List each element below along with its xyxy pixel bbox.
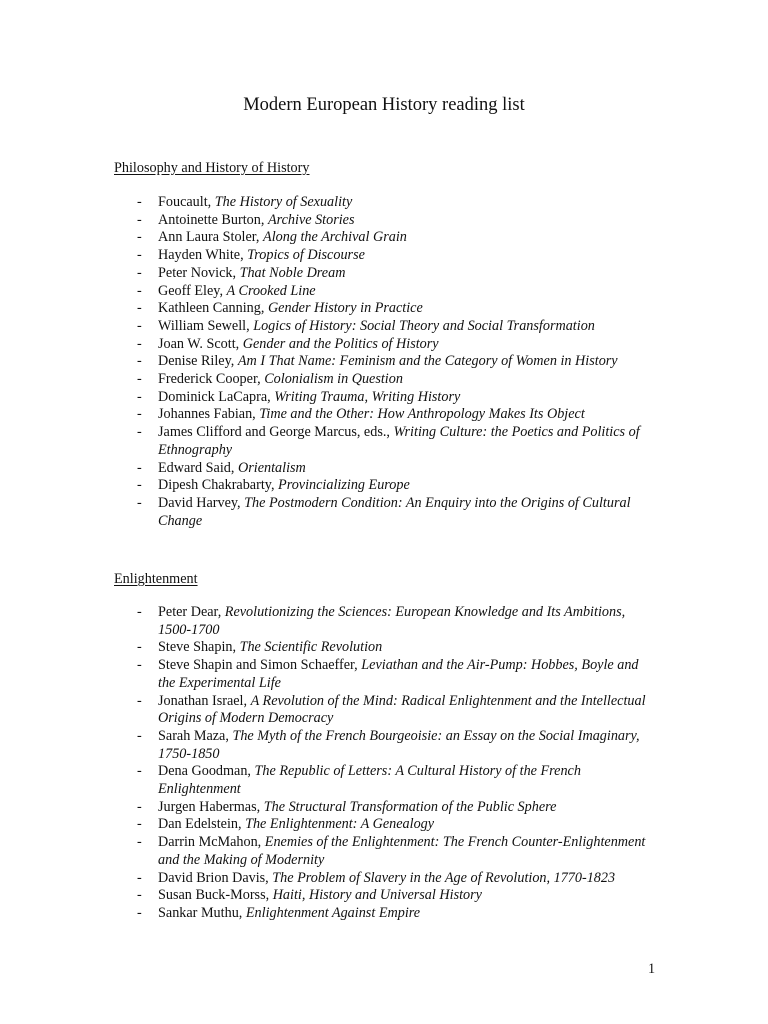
- list-bullet-dash: -: [137, 763, 142, 780]
- list-bullet-dash: -: [137, 211, 142, 228]
- document-title: Modern European History reading list: [243, 95, 525, 115]
- reading-list-philosophy: [0, 194, 648, 530]
- list-bullet-dash: -: [137, 816, 142, 833]
- item-author: Dipesh Chakrabarty,: [158, 477, 279, 494]
- item-author: Peter Dear,: [158, 604, 225, 620]
- list-item: [0, 406, 648, 424]
- list-bullet-dash: -: [137, 247, 142, 264]
- list-bullet-dash: -: [137, 657, 142, 674]
- list-item: [0, 336, 648, 354]
- list-item: [0, 799, 648, 817]
- list-item: [0, 834, 648, 869]
- list-bullet-dash: -: [137, 869, 142, 886]
- list-bullet-dash: -: [137, 639, 142, 656]
- item-author: Jurgen Habermas,: [158, 798, 264, 815]
- list-item: [0, 870, 648, 888]
- item-title: Orientalism: [238, 459, 306, 476]
- list-item: [0, 604, 648, 639]
- list-bullet-dash: -: [137, 424, 142, 441]
- list-item: [0, 283, 648, 301]
- item-title: Time and the Other: How Anthropology Makes Its Object: [259, 406, 585, 423]
- list-item: [0, 424, 648, 459]
- item-author: Antoinette Burton,: [158, 211, 268, 228]
- item-title: The Problem of Slavery in the Age of Revolution, 1770-1823: [272, 869, 616, 886]
- item-title: The Myth of the French Bourgeoisie: an Essay on the Social Imaginary, 1750-1850: [158, 727, 640, 762]
- list-bullet-dash: -: [137, 264, 142, 281]
- item-author: Johannes Fabian,: [158, 406, 260, 423]
- list-item: [0, 194, 648, 212]
- page-number: 1: [648, 961, 656, 977]
- item-author: Sarah Maza,: [158, 727, 233, 744]
- list-item: [0, 693, 648, 728]
- reading-list-enlightenment: [0, 604, 648, 923]
- item-author: Steve Shapin and Simon Schaeffer,: [158, 657, 362, 674]
- item-author: Darrin McMahon,: [158, 834, 265, 851]
- item-title: The History of Sexuality: [214, 194, 353, 210]
- list-bullet-dash: -: [137, 371, 142, 388]
- list-item: [0, 477, 648, 495]
- list-bullet-dash: -: [137, 282, 142, 299]
- list-item: [0, 887, 648, 905]
- list-bullet-dash: -: [137, 300, 142, 317]
- item-title: Tropics of Discourse: [247, 247, 365, 264]
- list-bullet-dash: -: [137, 194, 142, 210]
- item-title: The Republic of Letters: A Cultural History of the French Enlightenment: [158, 763, 581, 798]
- list-bullet-dash: -: [137, 834, 142, 851]
- item-title: Along the Archival Grain: [263, 229, 407, 246]
- list-bullet-dash: -: [137, 604, 142, 620]
- list-item: [0, 389, 648, 407]
- item-author: William Sewell,: [158, 317, 254, 334]
- item-author: Ann Laura Stoler,: [158, 229, 264, 246]
- item-title: Gender History in Practice: [267, 300, 423, 317]
- item-author: Dena Goodman,: [158, 763, 255, 780]
- list-item: [0, 460, 648, 478]
- list-item: [0, 247, 648, 265]
- item-author: Dominick LaCapra,: [158, 388, 275, 405]
- item-author: Kathleen Canning,: [158, 300, 268, 317]
- list-bullet-dash: -: [137, 317, 142, 334]
- item-title: Enemies of the Enlightenment: The French Counter-Enlightenment and the Making of Modernity: [158, 834, 646, 868]
- list-item: [0, 495, 648, 530]
- item-title: The Enlightenment: A Genealogy: [245, 816, 435, 833]
- list-item: [0, 229, 648, 247]
- item-title: Leviathan and the Air-Pump: Hobbes, Boyle and the Experimental Life: [158, 657, 639, 691]
- item-title: That Noble Dream: [239, 264, 346, 281]
- item-title: Provincializing Europe: [278, 477, 410, 494]
- list-item: [0, 763, 648, 798]
- item-author: Joan W. Scott,: [158, 335, 243, 352]
- item-title: Writing Trauma, Writing History: [274, 388, 461, 405]
- item-title: Logics of History: Social Theory and Social Transformation: [253, 317, 595, 334]
- item-author: David Harvey,: [158, 494, 245, 511]
- item-author: Foucault,: [158, 194, 215, 210]
- list-item: [0, 905, 648, 923]
- item-title: The Structural Transformation of the Public Sphere: [263, 798, 557, 815]
- item-title: A Revolution of the Mind: Radical Enlightenment and the Intellectual Origins of Modern Democracy: [158, 692, 646, 727]
- item-title: A Crooked Line: [226, 282, 316, 299]
- item-title: Haiti, History and Universal History: [272, 887, 482, 904]
- item-title: Enlightenment Against Empire: [245, 904, 421, 921]
- section-heading-enlightenment: Enlightenment: [114, 571, 198, 587]
- list-bullet-dash: -: [137, 887, 142, 904]
- item-title: The Scientific Revolution: [239, 639, 383, 656]
- list-bullet-dash: -: [137, 727, 142, 744]
- item-author: Jonathan Israel,: [158, 692, 251, 709]
- item-author: Denise Riley,: [158, 353, 238, 370]
- list-bullet-dash: -: [137, 459, 142, 476]
- list-item: [0, 728, 648, 763]
- list-bullet-dash: -: [137, 353, 142, 370]
- list-bullet-dash: -: [137, 798, 142, 815]
- list-bullet-dash: -: [137, 692, 142, 709]
- list-item: [0, 265, 648, 283]
- item-author: Susan Buck-Morss,: [158, 887, 273, 904]
- list-bullet-dash: -: [137, 406, 142, 423]
- list-item: [0, 353, 648, 371]
- item-title: Colonialism in Question: [264, 371, 403, 388]
- item-title: Archive Stories: [267, 211, 355, 228]
- item-author: Hayden White,: [158, 247, 248, 264]
- list-bullet-dash: -: [137, 494, 142, 511]
- item-title: Gender and the Politics of History: [242, 335, 439, 352]
- item-author: Peter Novick,: [158, 264, 240, 281]
- list-bullet-dash: -: [137, 388, 142, 405]
- list-item: [0, 300, 648, 318]
- item-author: Edward Said,: [158, 459, 238, 476]
- item-title: Revolutionizing the Sciences: European Knowledge and Its Ambitions, 1500-1700: [158, 604, 626, 638]
- item-author: Frederick Cooper,: [158, 371, 265, 388]
- item-author: James Clifford and George Marcus, eds.,: [158, 424, 394, 441]
- item-author: Geoff Eley,: [158, 282, 227, 299]
- item-author: Steve Shapin,: [158, 639, 240, 656]
- list-item: [0, 212, 648, 230]
- list-item: [0, 318, 648, 336]
- list-item: [0, 639, 648, 657]
- list-item: [0, 371, 648, 389]
- item-title: Am I That Name: Feminism and the Category of Women in History: [237, 353, 618, 370]
- list-bullet-dash: -: [137, 904, 142, 921]
- list-bullet-dash: -: [137, 477, 142, 494]
- item-title: The Postmodern Condition: An Enquiry into the Origins of Cultural Change: [158, 494, 631, 529]
- item-title: Writing Culture: the Poetics and Politics of Ethnography: [158, 424, 640, 458]
- list-item: [0, 816, 648, 834]
- item-author: Sankar Muthu,: [158, 904, 246, 921]
- item-author: David Brion Davis,: [158, 869, 273, 886]
- section-heading-philosophy: Philosophy and History of History: [114, 160, 310, 176]
- item-author: Dan Edelstein,: [158, 816, 246, 833]
- list-bullet-dash: -: [137, 229, 142, 246]
- list-bullet-dash: -: [137, 335, 142, 352]
- list-item: [0, 657, 648, 692]
